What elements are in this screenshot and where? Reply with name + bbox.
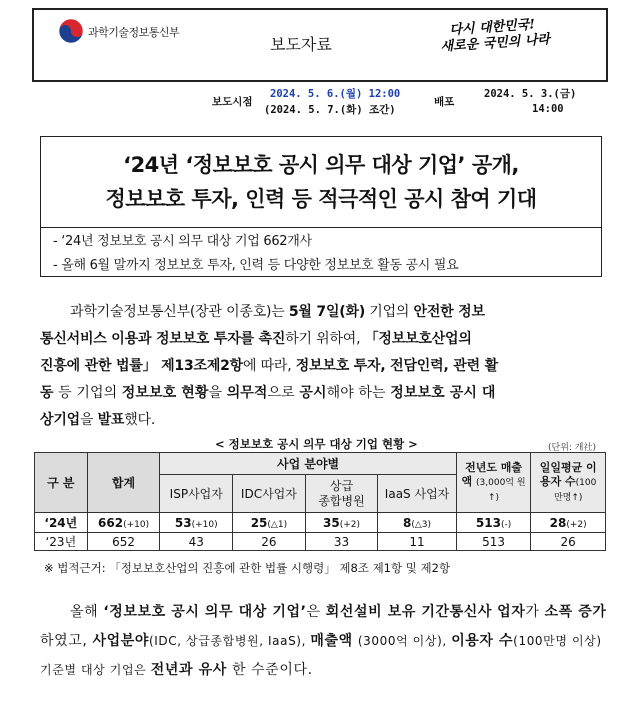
header-sector: 사업 분야별 xyxy=(160,453,456,475)
body-line3 xyxy=(40,355,610,375)
text-run: 소폭 증가 xyxy=(544,604,607,620)
cell-iaas xyxy=(378,513,456,533)
text-run: (△3) xyxy=(411,519,432,530)
text-run: 액 xyxy=(461,474,473,488)
slogan-line1: 다시 대한민국! xyxy=(448,17,536,39)
distribution-time: 14:00 xyxy=(532,103,564,115)
text-run: 정보보호 현황 xyxy=(121,385,209,401)
text-run: 정보보호 공시 대 xyxy=(390,385,496,401)
text-run: 안전한 정보 xyxy=(413,304,485,320)
text-run: (+10) xyxy=(123,519,150,530)
text-run: (IDC, 상급종합병원, IaaS), xyxy=(148,634,311,648)
text-run: 일일평균 이 xyxy=(539,460,597,474)
government-logo-icon xyxy=(58,18,84,44)
header-users xyxy=(531,453,606,513)
text-run: (+2) xyxy=(339,519,360,530)
ministry-name: 과학기술정보통신부 xyxy=(88,26,180,39)
text-run: 에 따라, xyxy=(243,358,296,374)
text-run: 전년과 유사 xyxy=(150,662,227,678)
text-run: 을 xyxy=(208,385,227,401)
text-run: 을 xyxy=(79,412,98,428)
cell-sales xyxy=(456,513,531,533)
text-run: 의무적 xyxy=(226,385,268,401)
text-run: 「정보보호산업의 xyxy=(364,331,472,347)
text-run: 공시 xyxy=(299,385,327,401)
text-run: 매출액 xyxy=(310,633,353,649)
text-run: 이용자 수 xyxy=(451,633,514,649)
header-total: 합계 xyxy=(87,453,160,513)
text-run: 올해 xyxy=(70,604,104,620)
text-run: 회선설비 보유 기간통신사 xyxy=(325,604,493,620)
cell-idc xyxy=(233,513,306,533)
slogan-line2: 새로운 국민의 나라 xyxy=(440,32,551,55)
cell-total xyxy=(87,513,160,533)
cell-idc: 26 xyxy=(233,533,306,551)
document-type: 보도자료 xyxy=(270,35,332,54)
cell-iaas: 11 xyxy=(378,533,456,551)
headline-box xyxy=(40,136,602,228)
header-hospital: 상급 종합병원 xyxy=(305,475,378,513)
subtitle-2: - 올해 6월 말까지 정보보호 투자, 인력 등 다양한 정보보호 활동 공시 필요 xyxy=(53,258,459,273)
text-run: 등 기업의 xyxy=(53,385,122,401)
row-label: ‘23년 xyxy=(35,533,88,551)
text-run: 35 xyxy=(323,515,340,530)
distribution-date: 2024. 5. 3.(금) xyxy=(484,88,577,100)
text-run: 으로 xyxy=(267,385,300,401)
text-run: (-) xyxy=(500,519,512,530)
text-run: 가 xyxy=(525,604,545,620)
cell-hospital: 33 xyxy=(305,533,378,551)
text-run: 513 xyxy=(475,515,501,530)
cell-users: 26 xyxy=(531,533,606,551)
text-run: 하였고, xyxy=(40,633,93,649)
cell-isp xyxy=(160,513,233,533)
distribution-label: 배포 xyxy=(434,96,455,108)
cell-isp: 43 xyxy=(160,533,233,551)
text-run: 25 xyxy=(250,515,268,530)
release-time2: (2024. 5. 7.(화) 조간) xyxy=(264,104,396,116)
text-run: 통신서비스 이용과 정보보호 투자를 촉진 xyxy=(40,331,286,347)
table-row xyxy=(35,533,606,551)
headline-line2: 정보보호 투자, 인력 등 적극적인 공시 참여 기대 xyxy=(105,187,537,211)
text-run: 상기업 xyxy=(40,412,80,428)
text-run: 했다. xyxy=(124,412,156,428)
body-line5 xyxy=(40,409,610,429)
header-sales xyxy=(456,453,531,513)
legal-basis-note: ※ 법적근거: 「정보보호산업의 진흥에 관한 법률 시행령」 제8조 제1항 및 제2항 xyxy=(44,561,451,575)
text-run: 만명↑) xyxy=(553,492,583,503)
release-time1: 2024. 5. 6.(월) 12:00 xyxy=(270,88,401,100)
text-run: (3000억 이상), xyxy=(357,634,452,648)
body-line1 xyxy=(70,301,610,321)
text-run: 기업의 xyxy=(365,304,414,320)
text-run: 해야 하는 xyxy=(326,385,391,401)
subtitle-1: - ‘24년 정보보호 공시 의무 대상 기업 662개사 xyxy=(53,234,312,249)
text-run: (100만명 이상) 기준별 대상 기업은 xyxy=(40,634,602,677)
text-run: 발표 xyxy=(97,412,125,428)
text-run: 용자 수 xyxy=(539,474,576,488)
header-division: 구 분 xyxy=(35,453,88,513)
cell-total: 652 xyxy=(87,533,160,551)
text-run: (100 xyxy=(575,477,597,488)
text-run: (3,000억 원 ↑) xyxy=(476,477,526,503)
text-run: 8 xyxy=(403,515,412,530)
header-isp: ISP사업자 xyxy=(160,475,233,513)
text-run: 전년도 매출 xyxy=(465,460,523,474)
text-run: (+2) xyxy=(566,519,587,530)
cell-sales: 513 xyxy=(456,533,531,551)
cell-users xyxy=(531,513,606,533)
body-line4 xyxy=(40,382,610,402)
headline-line1: ‘24년 ‘정보보호 공시 의무 대상 기업’ 공개, xyxy=(123,153,519,177)
text-run: 한 수준이다. xyxy=(231,662,313,678)
text-run: 정보보호 투자, 전담인력, 관련 활 xyxy=(295,358,498,374)
text-run: (+10) xyxy=(191,519,218,530)
text-run: 진흥에 관한 법률」 제13조제2항 xyxy=(40,358,244,374)
header-iaas: IaaS 사업자 xyxy=(378,475,456,513)
text-run: 동 xyxy=(40,385,54,401)
text-run: (△1) xyxy=(267,519,288,530)
text-run: 은 xyxy=(306,604,326,620)
text-run: 과학기술정보통신부(장관 이종호)는 xyxy=(70,304,289,320)
cell-hospital xyxy=(305,513,378,533)
stats-table xyxy=(34,452,606,551)
table-unit: (단위: 개社) xyxy=(548,443,596,453)
text-run: 사업분야 xyxy=(92,633,149,649)
text-run: 5월 7일(화) xyxy=(288,304,366,320)
body-paragraph-2 xyxy=(40,598,610,685)
header-idc: IDC사업자 xyxy=(233,475,306,513)
text-run: 하기 위하여, xyxy=(285,331,365,347)
row-label: ‘24년 xyxy=(35,513,88,533)
text-run: 662 xyxy=(98,515,124,530)
table-row xyxy=(35,513,606,533)
body-line2 xyxy=(40,328,610,348)
subtitle-box xyxy=(40,226,602,277)
text-run: 28 xyxy=(549,515,567,530)
text-run: 53 xyxy=(174,515,192,530)
release-label: 보도시점 xyxy=(212,96,253,108)
text-run: ‘정보보호 공시 의무 대상 기업’ xyxy=(103,604,307,620)
text-run: 업자 xyxy=(497,604,526,620)
table-caption: < 정보보호 공시 의무 대상 기업 현황 > xyxy=(215,437,418,451)
